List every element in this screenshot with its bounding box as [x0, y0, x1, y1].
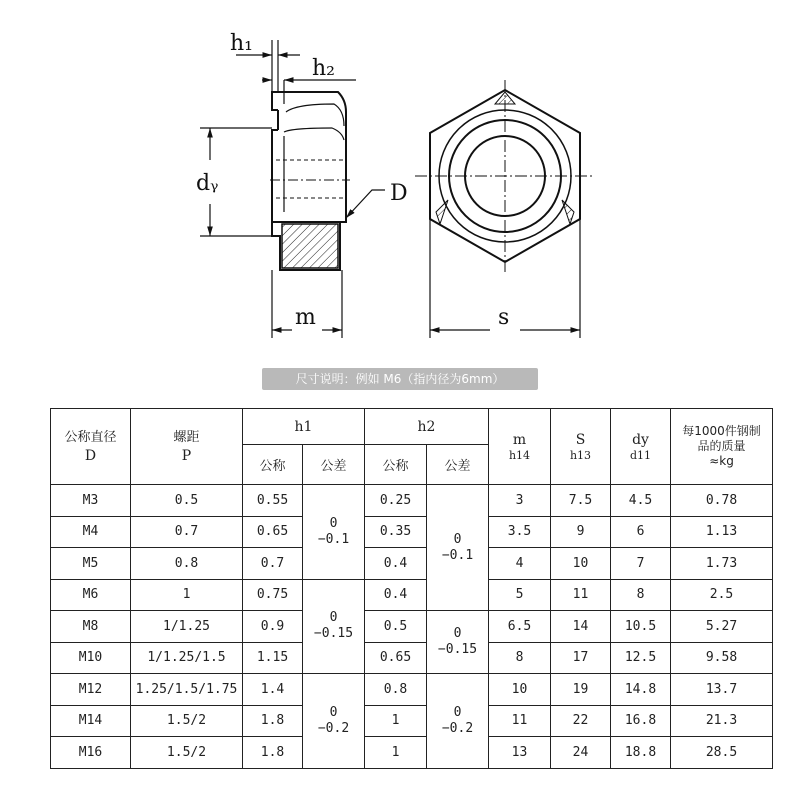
- cell-dy: 16.8: [611, 705, 671, 737]
- spec-table: [50, 408, 773, 769]
- cell-s: 24: [551, 737, 611, 769]
- cell-h2: 0.4: [365, 579, 427, 611]
- cell-s: 9: [551, 516, 611, 548]
- cell-s: 10: [551, 548, 611, 580]
- cell-h1: 0.65: [243, 516, 303, 548]
- table-row: [51, 611, 773, 643]
- cell-m: 3: [489, 485, 551, 517]
- cell-diameter: M8: [51, 611, 131, 643]
- cell-diameter: M12: [51, 674, 131, 706]
- header-h2-tolerance: 公差: [427, 445, 489, 485]
- cell-m: 4: [489, 548, 551, 580]
- cell-dy: 6: [611, 516, 671, 548]
- cell-diameter: M4: [51, 516, 131, 548]
- header-dy: dy d11: [611, 409, 671, 485]
- label-s: s: [498, 305, 510, 330]
- cell-diameter: M16: [51, 737, 131, 769]
- cell-pitch: 0.5: [131, 485, 243, 517]
- cell-diameter: M14: [51, 705, 131, 737]
- table-row: [51, 705, 773, 737]
- cell-h1: 1.15: [243, 642, 303, 674]
- header-h2: h2: [365, 409, 489, 445]
- weld-nut-drawing: [0, 0, 800, 360]
- cell-m: 5: [489, 579, 551, 611]
- cell-s: 22: [551, 705, 611, 737]
- cell-s: 19: [551, 674, 611, 706]
- table-row: [51, 485, 773, 517]
- header-h1: h1: [243, 409, 365, 445]
- header-mass: 每1000件钢制 品的质量 ≈kg: [671, 409, 773, 485]
- cell-m: 10: [489, 674, 551, 706]
- cell-dy: 14.8: [611, 674, 671, 706]
- cell-pitch: 1.25/1.5/1.75: [131, 674, 243, 706]
- table-row: [51, 548, 773, 580]
- cell-mass: 21.3: [671, 705, 773, 737]
- header-h1-nominal: 公称: [243, 445, 303, 485]
- cell-pitch: 1.5/2: [131, 737, 243, 769]
- cell-pitch: 1.5/2: [131, 705, 243, 737]
- header-nominal-diameter: 公称直径 D: [51, 409, 131, 485]
- cell-h2-tolerance: 0 −0.2: [427, 674, 489, 769]
- cell-s: 7.5: [551, 485, 611, 517]
- cell-pitch: 0.8: [131, 548, 243, 580]
- cell-m: 6.5: [489, 611, 551, 643]
- cell-m: 13: [489, 737, 551, 769]
- label-m: m: [295, 305, 316, 330]
- cell-h1-tolerance: 0 −0.15: [303, 579, 365, 674]
- cell-m: 11: [489, 705, 551, 737]
- cell-h1: 1.4: [243, 674, 303, 706]
- cell-s: 14: [551, 611, 611, 643]
- cell-h2: 0.35: [365, 516, 427, 548]
- table-row: [51, 674, 773, 706]
- cell-mass: 1.73: [671, 548, 773, 580]
- header-h2-nominal: 公称: [365, 445, 427, 485]
- cell-h2: 0.25: [365, 485, 427, 517]
- cell-h2: 1: [365, 737, 427, 769]
- cell-diameter: M5: [51, 548, 131, 580]
- table-row: [51, 579, 773, 611]
- cell-h2: 0.65: [365, 642, 427, 674]
- table-row: [51, 642, 773, 674]
- cell-dy: 12.5: [611, 642, 671, 674]
- table-row: [51, 516, 773, 548]
- side-view: [270, 92, 350, 270]
- label-dy: dᵧ: [196, 171, 219, 196]
- front-view: [415, 80, 595, 275]
- cell-h2: 0.8: [365, 674, 427, 706]
- cell-h1-tolerance: 0 −0.2: [303, 674, 365, 769]
- cell-mass: 28.5: [671, 737, 773, 769]
- cell-h1: 0.55: [243, 485, 303, 517]
- label-h2: h₂: [312, 56, 335, 81]
- cell-s: 11: [551, 579, 611, 611]
- cell-dy: 7: [611, 548, 671, 580]
- cell-h2: 0.4: [365, 548, 427, 580]
- header-s: S h13: [551, 409, 611, 485]
- cell-mass: 9.58: [671, 642, 773, 674]
- side-view-dimensions: [200, 40, 385, 338]
- cell-diameter: M6: [51, 579, 131, 611]
- cell-h2: 1: [365, 705, 427, 737]
- cell-h2-tolerance: 0 −0.1: [427, 485, 489, 611]
- cell-diameter: M10: [51, 642, 131, 674]
- cell-dy: 4.5: [611, 485, 671, 517]
- cell-m: 3.5: [489, 516, 551, 548]
- cell-h2: 0.5: [365, 611, 427, 643]
- cell-s: 17: [551, 642, 611, 674]
- label-h1: h₁: [230, 31, 253, 56]
- cell-dy: 18.8: [611, 737, 671, 769]
- cell-pitch: 1: [131, 579, 243, 611]
- cell-h1: 1.8: [243, 737, 303, 769]
- cell-mass: 2.5: [671, 579, 773, 611]
- cell-pitch: 1/1.25/1.5: [131, 642, 243, 674]
- header-m: m h14: [489, 409, 551, 485]
- header-pitch: 螺距 P: [131, 409, 243, 485]
- cell-h1: 0.7: [243, 548, 303, 580]
- header-h1-tolerance: 公差: [303, 445, 365, 485]
- cell-dy: 10.5: [611, 611, 671, 643]
- cell-mass: 5.27: [671, 611, 773, 643]
- cell-diameter: M3: [51, 485, 131, 517]
- cell-mass: 13.7: [671, 674, 773, 706]
- table-row: [51, 737, 773, 769]
- cell-h2-tolerance: 0 −0.15: [427, 611, 489, 674]
- cell-m: 8: [489, 642, 551, 674]
- dimension-caption: 尺寸说明：例如 M6（指内径为6mm）: [262, 368, 538, 390]
- cell-pitch: 1/1.25: [131, 611, 243, 643]
- cell-mass: 1.13: [671, 516, 773, 548]
- cell-h1: 1.8: [243, 705, 303, 737]
- label-D: D: [390, 181, 408, 206]
- cell-mass: 0.78: [671, 485, 773, 517]
- cell-h1: 0.9: [243, 611, 303, 643]
- cell-pitch: 0.7: [131, 516, 243, 548]
- cell-dy: 8: [611, 579, 671, 611]
- cell-h1-tolerance: 0 −0.1: [303, 485, 365, 580]
- cell-h1: 0.75: [243, 579, 303, 611]
